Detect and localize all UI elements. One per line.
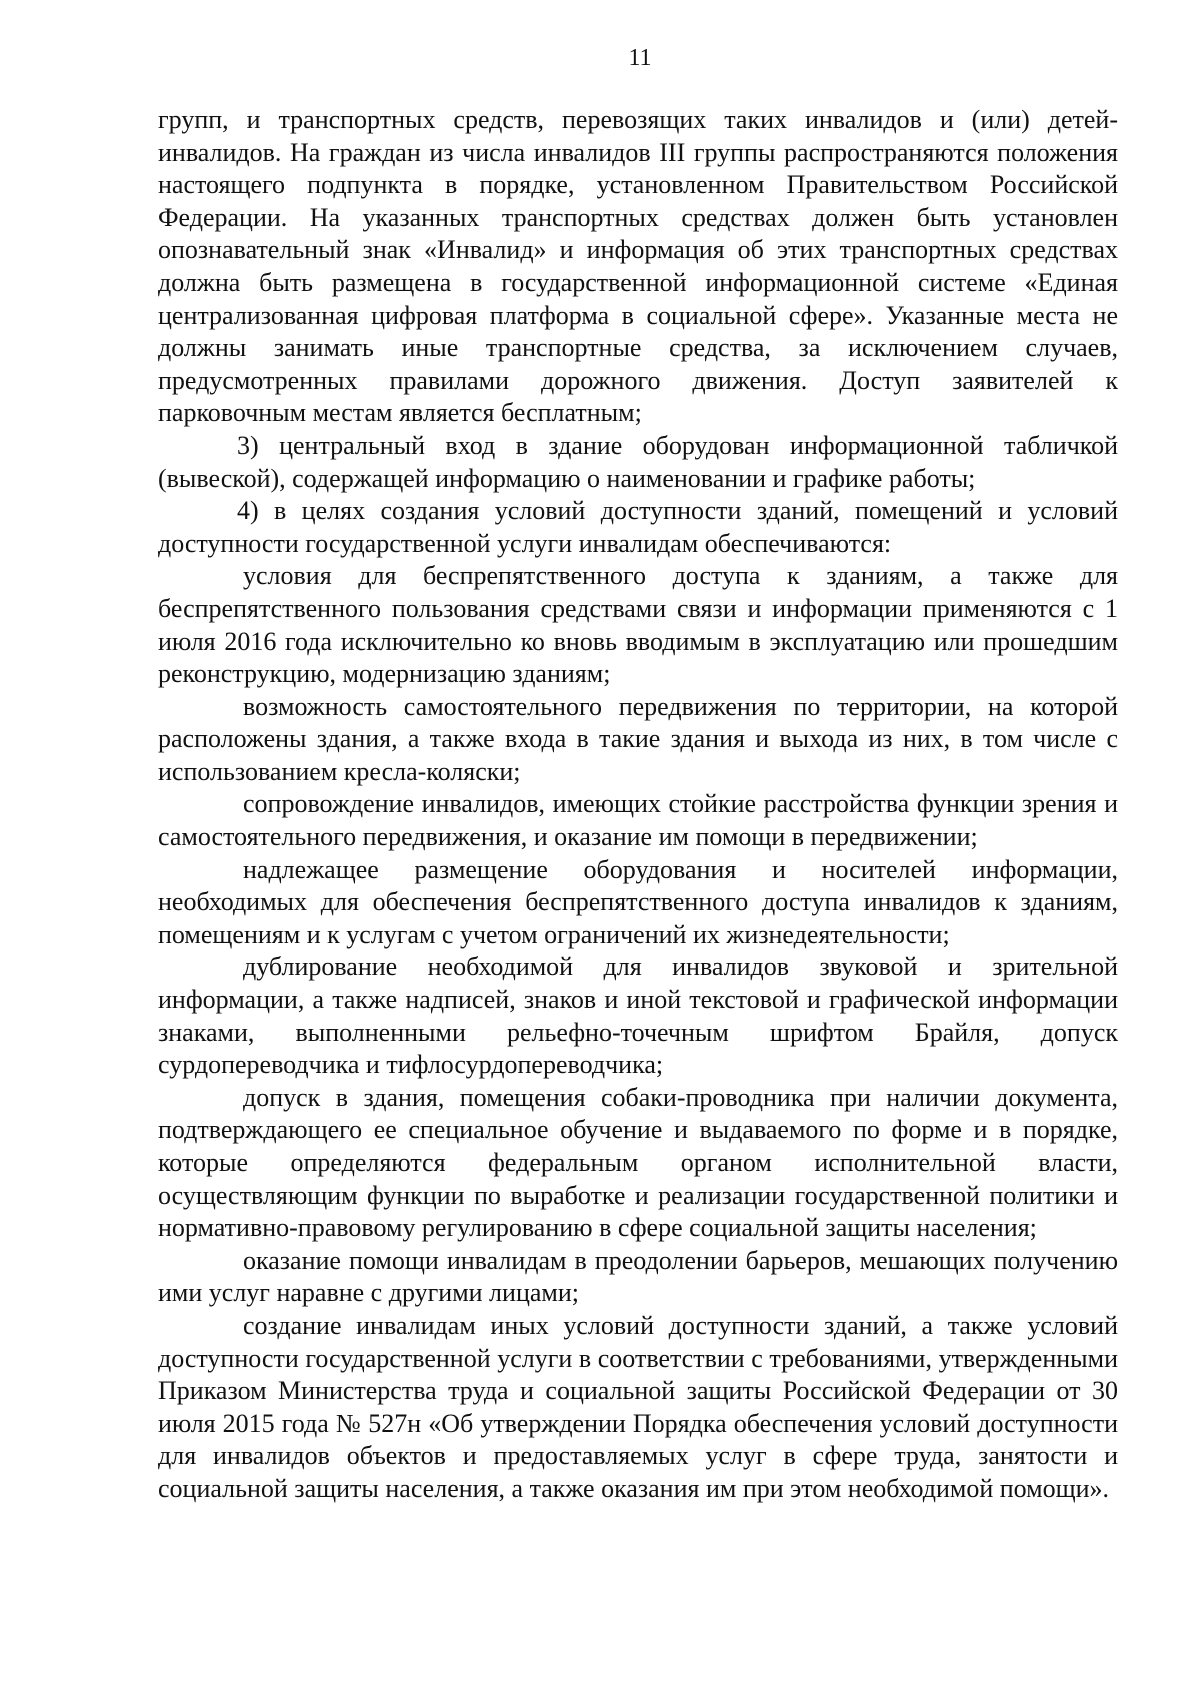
paragraph-other-conditions: создание инвалидам иных условий доступности зданий, а также условий доступности государственной услуги в соответствии с требованиями, утвержденными Приказом Министерства труда и социальной защиты Российской Федерации от 30 июля 2015 года № 527н «Об утверждении Порядка обеспечения условий доступности для инвалидов объектов и предоставляемых услуг в сфере труда, занятости и социальной защиты населения, а также оказания им при этом необходимой помощи». [158, 1310, 1118, 1503]
paragraph-duplication-braille: дублирование необходимой для инвалидов звуковой и зрительной информации, а также надписей, знаков и иной текстовой и графической информации знаками, выполненными рельефно-точечным шрифтом Брайля, допуск сурдопереводчика и тифлосурдопереводчика; [158, 952, 1118, 1080]
paragraph-unimpeded-access: условия для беспрепятственного доступа к зданиям, а также для беспрепятственного пользования средствами связи и информации применяются с 1 июля 2016 года исключительно ко вновь вводимым в эксплуатацию или прошедшим реконструкцию, модернизацию зданиям; [158, 561, 1118, 689]
paragraph-barrier-assistance: оказание помощи инвалидам в преодолении барьеров, мешающих получению ими услуг наравне с другими лицами; [158, 1245, 1118, 1308]
paragraph-independent-movement: возможность самостоятельного передвижения по территории, на которой расположены здания, а также входа в такие здания и выхода из них, в том числе с использованием кресла-коляски; [158, 691, 1118, 786]
paragraph-item-4-accessibility: 4) в целях создания условий доступности зданий, помещений и условий доступности государственной услуги инвалидам обеспечиваются: [158, 496, 1118, 558]
paragraph-equipment-placement: надлежащее размещение оборудования и носителей информации, необходимых для обеспечения беспрепятственного доступа инвалидов к зданиям, помещениям и к услугам с учетом ограничений их жизнедеятельности; [158, 854, 1118, 949]
paragraph-guide-dog: допуск в здания, помещения собаки-проводника при наличии документа, подтверждающего ее специальное обучение и выдаваемого по форме и в порядке, которые определяются федеральным органом исполнительной власти, осуществляющим функции по выработке и реализации государственной политики и нормативно-правовому регулированию в сфере социальной защиты населения; [158, 1082, 1118, 1243]
page-number: 11 [628, 45, 652, 71]
paragraph-escort: сопровождение инвалидов, имеющих стойкие расстройства функции зрения и самостоятельного передвижения, и оказание им помощи в передвижении; [158, 789, 1118, 852]
paragraph-parking-continuation: групп, и транспортных средств, перевозящих таких инвалидов и (или) детей-инвалидов. На граждан из числа инвалидов III группы распространяются положения настоящего подпункта в порядке, установленном Правительством Российской Федерации. На указанных транспортных средствах должен быть установлен опознавательный знак «Инвалид» и информация об этих транспортных средствах должна быть размещена в государственной информационной системе «Единая централизованная цифровая платформа в социальной сфере». Указанные места не должны занимать иные транспортные средства, за исключением случаев, предусмотренных правилами дорожного движения. Доступ заявителей к парковочным местам является бесплатным; [158, 105, 1118, 428]
document-body [158, 104, 1118, 1506]
paragraph-item-3-entrance-sign: 3) центральный вход в здание оборудован информационной табличкой (вывеской), содержащей информацию о наименовании и графике работы; [158, 430, 1118, 493]
